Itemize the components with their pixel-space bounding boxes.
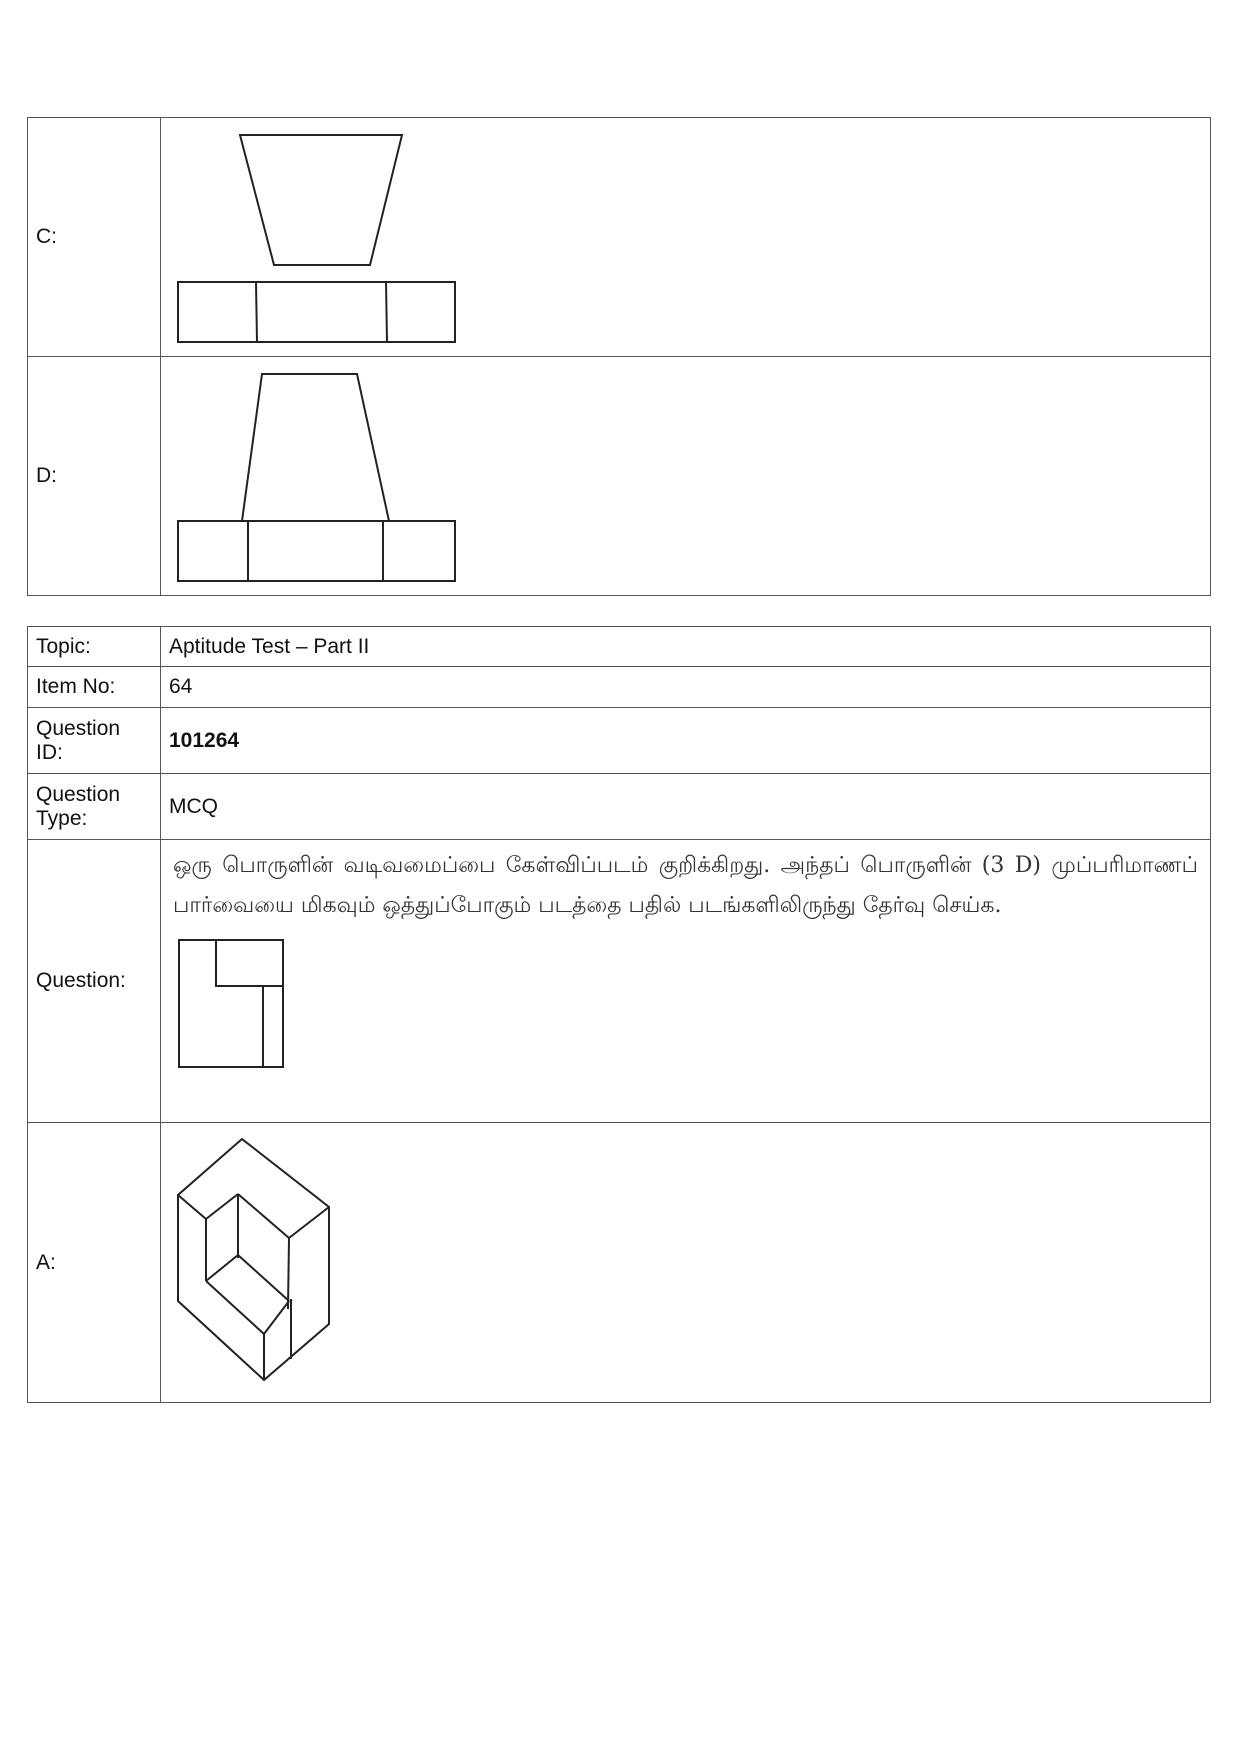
item-no-value: 64 xyxy=(161,667,1211,708)
question-type-row xyxy=(28,774,1211,840)
option-d-figure-cell xyxy=(161,357,1211,596)
option-a-edge-12 xyxy=(289,1207,329,1238)
topic-label: Topic: xyxy=(28,627,161,667)
option-row-d xyxy=(28,357,1211,596)
option-c-label: C: xyxy=(28,118,161,357)
question-type-label: Question Type: xyxy=(28,774,161,840)
question-type-value: MCQ xyxy=(161,774,1211,840)
option-row-a xyxy=(28,1123,1211,1403)
option-a-edge-3 xyxy=(206,1281,264,1334)
option-d-label: D: xyxy=(28,357,161,596)
option-c-figure xyxy=(161,118,461,356)
option-a-edge-5 xyxy=(206,1194,238,1219)
topic-value: Aptitude Test – Part II xyxy=(161,627,1211,667)
option-a-edge-1 xyxy=(178,1195,206,1219)
option-row-c xyxy=(28,118,1211,357)
question-id-label: Question ID: xyxy=(28,708,161,774)
option-a-figure xyxy=(161,1123,361,1402)
option-c-trapezoid xyxy=(240,135,402,265)
question-id-value: 101264 xyxy=(161,708,1211,774)
option-c-figure-cell xyxy=(161,118,1211,357)
option-a-label: A: xyxy=(28,1123,161,1403)
option-d-trapezoid xyxy=(242,374,389,521)
question-figure xyxy=(169,932,299,1072)
question-label: Question: xyxy=(28,840,161,1123)
option-a-edge-8 xyxy=(288,1238,289,1309)
option-a-figure-cell xyxy=(161,1123,1211,1403)
option-a-edge-7 xyxy=(238,1194,289,1238)
option-d-figure xyxy=(161,357,461,595)
options-table xyxy=(27,117,1211,596)
option-c-base-divider-left xyxy=(256,282,257,342)
option-a-edge-9 xyxy=(206,1255,238,1281)
item-no-row xyxy=(28,667,1211,708)
question-figure-outline xyxy=(179,940,283,1067)
question-text: ஒரு பொருளின் வடிவமைப்பை கேள்விப்படம் குறிக்கிறது. அந்தப் பொருளின் (3 D) முப்பரிமாணப் பார்வையை மிகவும் ஒத்துப்போகும் படத்தை பதில் படங்களிலிருந்து தேர்வு செய்க. xyxy=(173,853,1198,918)
option-c-base-divider-right xyxy=(386,282,387,342)
option-a-edge-10 xyxy=(238,1255,289,1301)
item-no-label: Item No: xyxy=(28,667,161,708)
option-c-base xyxy=(178,282,455,342)
question-id-row xyxy=(28,708,1211,774)
topic-row xyxy=(28,627,1211,667)
question-figure-inner-l xyxy=(216,940,283,986)
question-cell xyxy=(161,840,1211,1123)
option-a-edge-11 xyxy=(264,1301,289,1334)
option-d-base xyxy=(178,521,455,581)
option-a-outline xyxy=(178,1139,329,1380)
question-row xyxy=(28,840,1211,1123)
question-table xyxy=(27,626,1211,1403)
